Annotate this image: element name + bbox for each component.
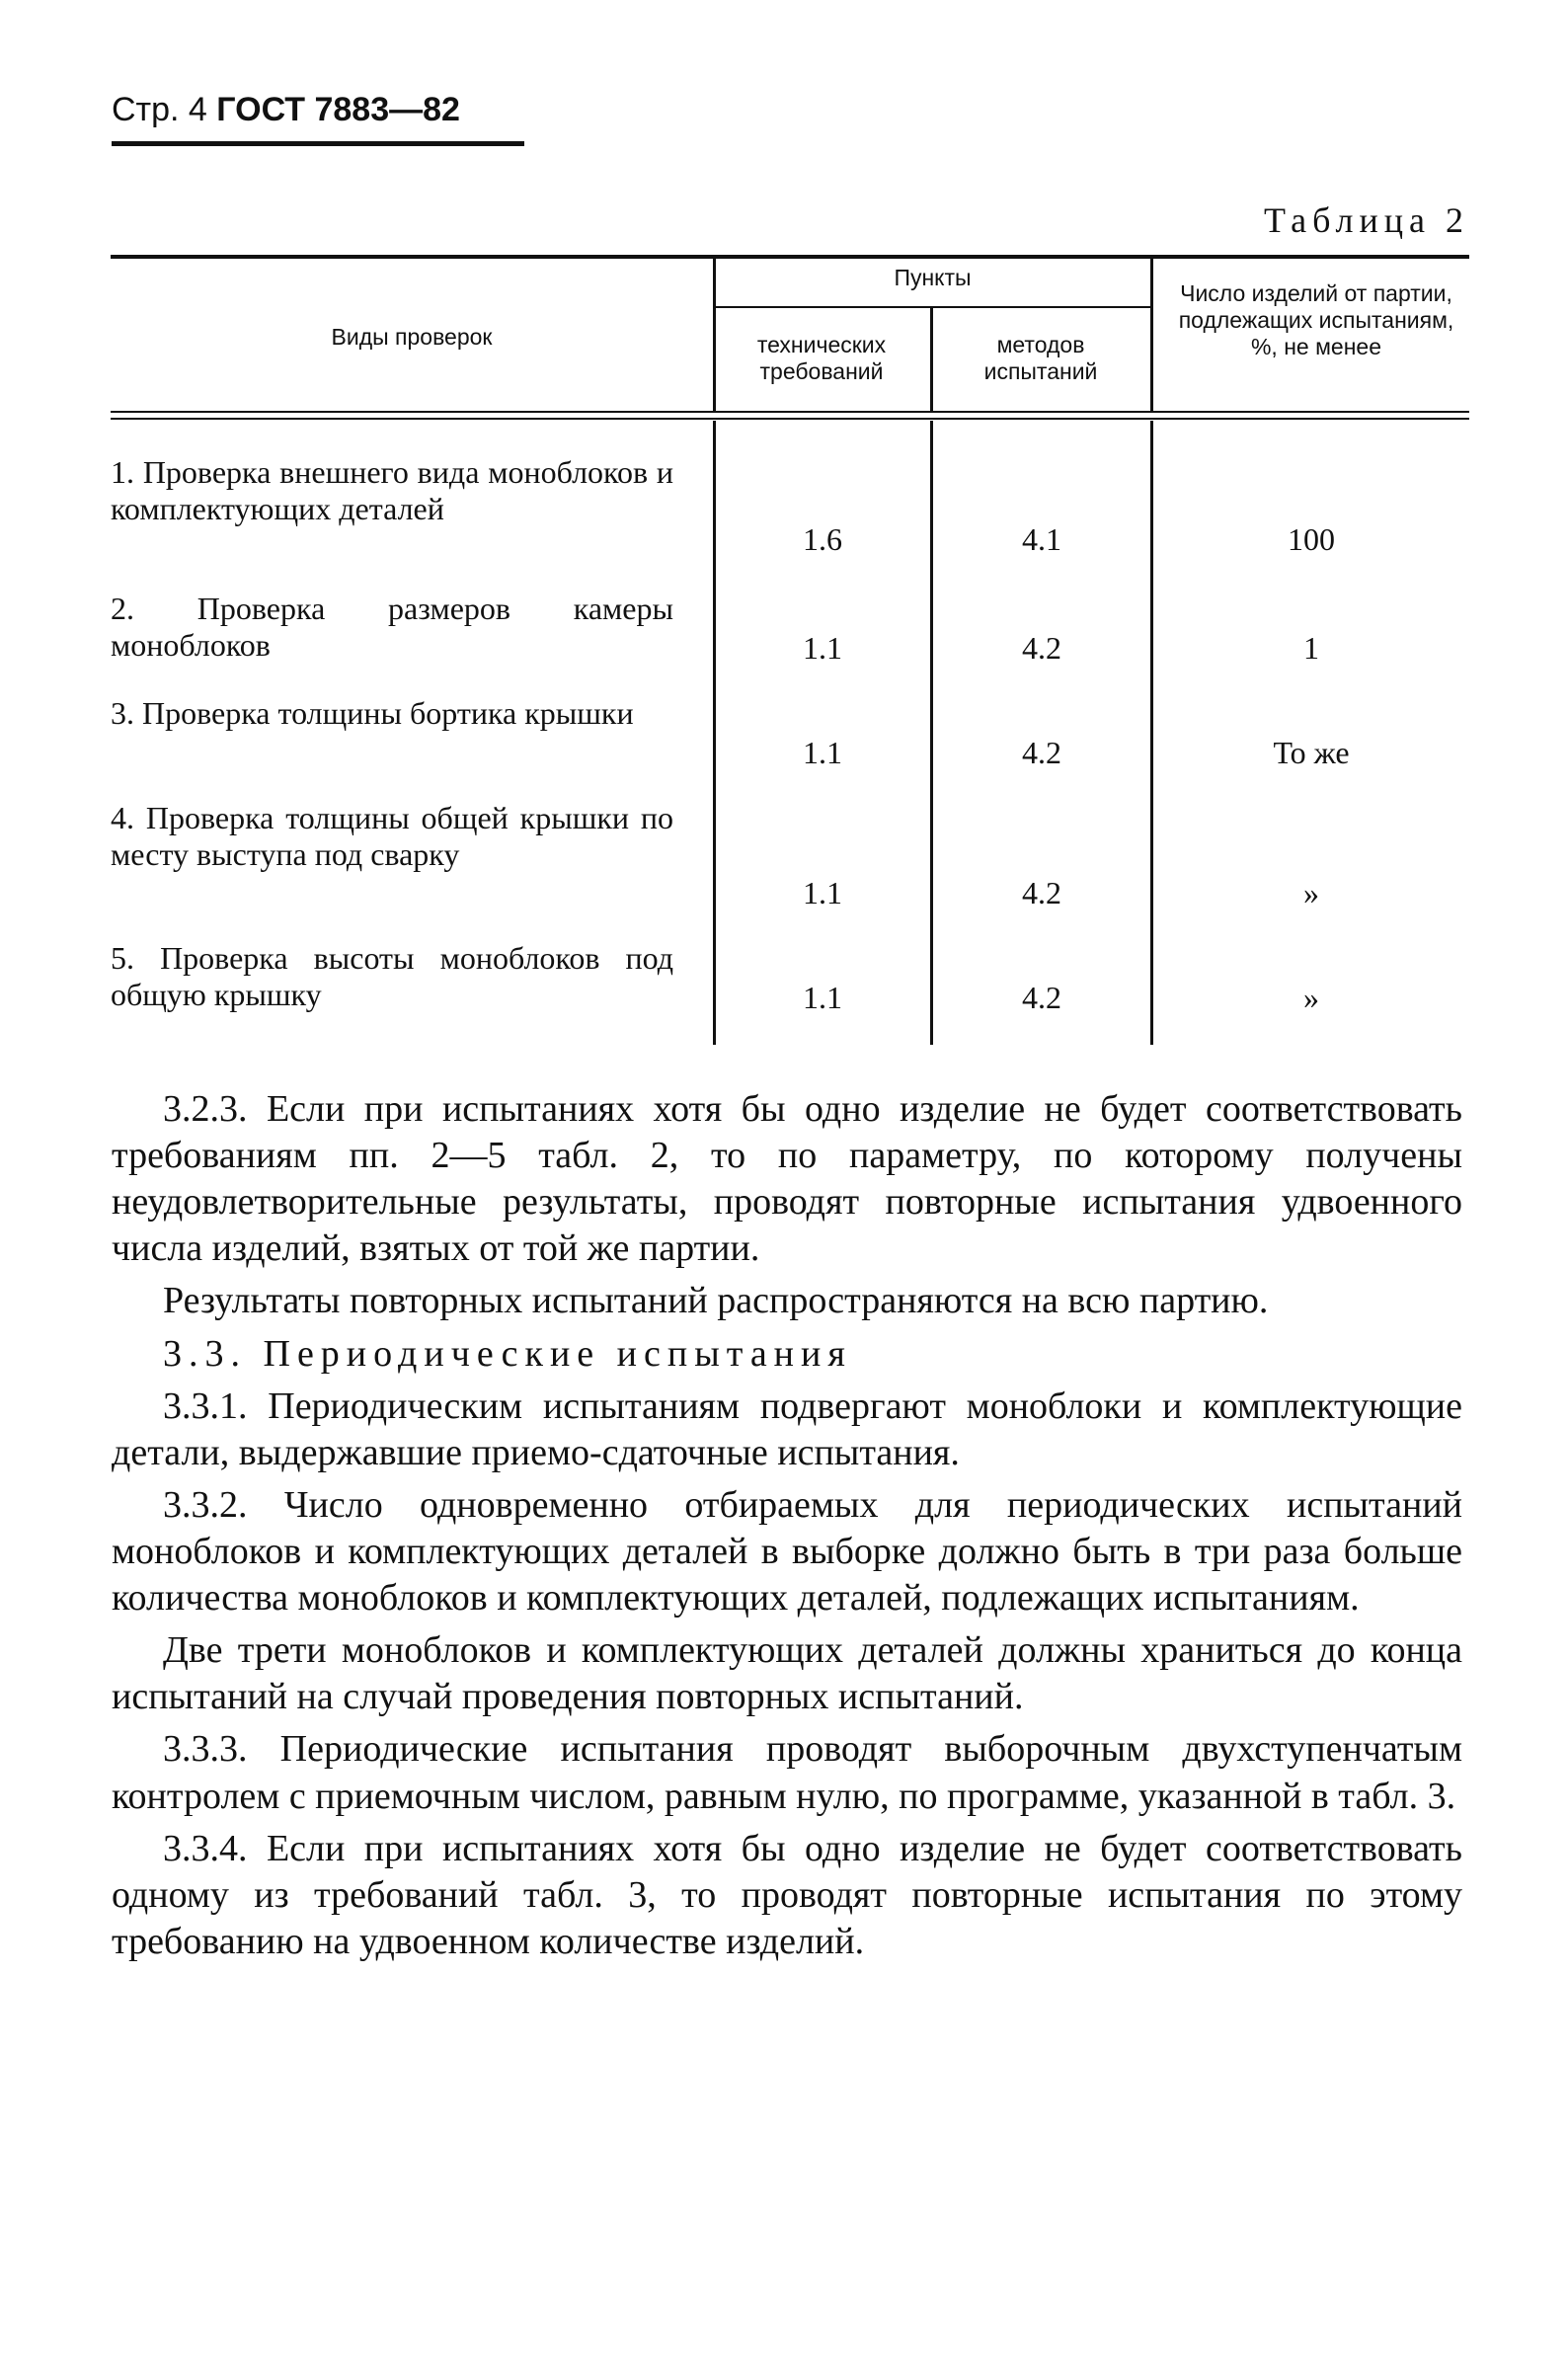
- body-divider: [930, 421, 933, 1045]
- table-cell-count: »: [1303, 875, 1319, 910]
- col-points-header: Пункты: [894, 265, 972, 290]
- paragraph-3-3-4: 3.3.4. Если при испытаниях хотя бы одно изделие не будет соответствовать одному из требований табл. 3, то проводят повторные испытания по этому требованию на удвоенном количестве изделий.: [112, 1827, 1462, 1962]
- col-methods-header: методов испытаний: [983, 332, 1098, 385]
- table-cell-method: 4.2: [1022, 630, 1061, 666]
- header-divider: [930, 306, 933, 411]
- table-cell-tech: 1.6: [803, 521, 842, 557]
- col-tech-header: технических требований: [756, 332, 887, 385]
- header-divider: [1150, 257, 1153, 411]
- body-text: [112, 1086, 1462, 1971]
- paragraph-3-3-3: 3.3.3. Периодические испытания проводят выборочным двухступенчатым контролем с приемочным числом, равным нулю, по программе, указанной в табл. 3.: [112, 1728, 1462, 1817]
- table-cell-count: То же: [1273, 735, 1350, 770]
- header-bottom-rule-2: [111, 418, 1469, 420]
- col-checks-header: Виды проверок: [331, 324, 493, 350]
- table-row-check: 5. Проверка высоты моноблоков под общую крышку: [111, 940, 673, 1013]
- table-title: Таблица 2: [1264, 200, 1469, 240]
- table-cell-tech: 1.1: [803, 980, 842, 1015]
- page-number: Стр. 4: [112, 91, 207, 128]
- table-row-check: 4. Проверка толщины общей крышки по месту выступа под сварку: [111, 800, 673, 873]
- table-cell-tech: 1.1: [803, 735, 842, 770]
- table-cell-count: 1: [1303, 630, 1319, 666]
- page-header: [112, 91, 460, 129]
- paragraph-3-3-2: 3.3.2. Число одновременно отбираемых для периодических испытаний моноблоков и комплектующих деталей в выборке должно быть в три раза больше количества моноблоков и комплектующих деталей, подлежащих испытаниям.: [112, 1483, 1462, 1620]
- header-sub-rule: [715, 306, 1150, 308]
- section-heading-3-3: 3.3. Периодические испытания: [163, 1332, 852, 1375]
- table-row-check: 2. Проверка размеров камеры моноблоков: [111, 591, 673, 664]
- header-bottom-rule: [111, 411, 1469, 413]
- table-cell-count: 100: [1288, 521, 1335, 557]
- table-cell-tech: 1.1: [803, 875, 842, 910]
- table-row-check: 1. Проверка внешнего вида моноблоков и комплектующих деталей: [111, 454, 673, 527]
- col-count-header: Число изделий от партии, подлежащих испытаниям, %, не менее: [1178, 280, 1454, 360]
- table-cell-method: 4.2: [1022, 735, 1061, 770]
- paragraph-3-2-3-result: Результаты повторных испытаний распространяются на всю партию.: [163, 1280, 1269, 1322]
- table-top-rule: [111, 255, 1469, 259]
- table-cell-tech: 1.1: [803, 630, 842, 666]
- standard-number: ГОСТ 7883—82: [216, 91, 460, 128]
- table-cell-count: »: [1303, 980, 1319, 1015]
- table-cell-method: 4.2: [1022, 875, 1061, 910]
- table-row-check: 3. Проверка толщины бортика крышки: [111, 695, 634, 731]
- body-divider: [1150, 421, 1153, 1045]
- body-divider: [713, 421, 716, 1045]
- header-rule: [112, 141, 524, 146]
- inspection-table: [111, 255, 1469, 1045]
- table-cell-method: 4.2: [1022, 980, 1061, 1015]
- paragraph-3-3-2-note: Две трети моноблоков и комплектующих деталей должны храниться до конца испытаний на случай проведения повторных испытаний.: [112, 1629, 1462, 1718]
- paragraph-3-2-3: 3.2.3. Если при испытаниях хотя бы одно изделие не будет соответствовать требованиям пп. 2—5 табл. 2, то по параметру, по которому получены неудовлетворительные результаты, проводят повторные испытания удвоенного числа изделий, взятых от той же партии.: [112, 1088, 1462, 1270]
- paragraph-3-3-1: 3.3.1. Периодическим испытаниям подвергают моноблоки и комплектующие детали, выдержавшие приемо-сдаточные испытания.: [112, 1384, 1462, 1473]
- table-cell-method: 4.1: [1022, 521, 1061, 557]
